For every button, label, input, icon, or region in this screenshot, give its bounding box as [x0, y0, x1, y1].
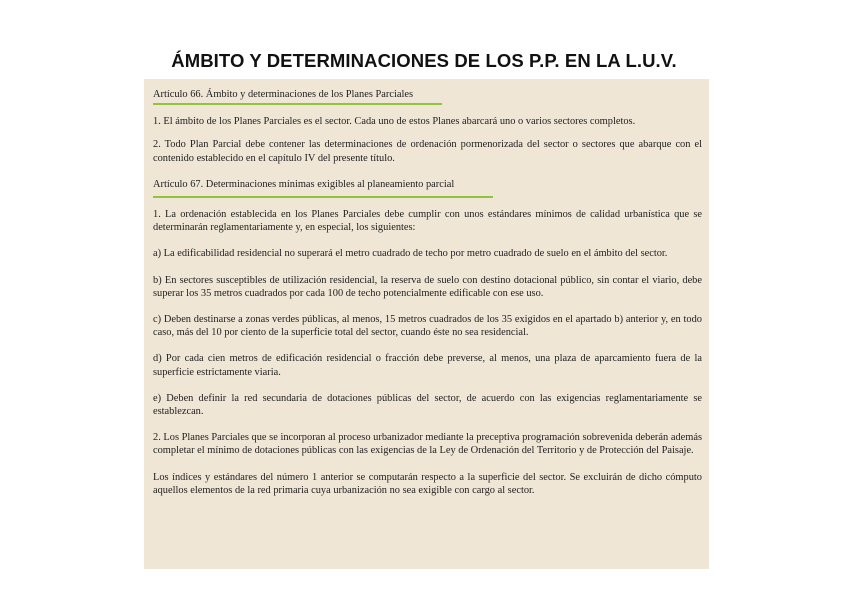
heading-underline	[153, 196, 493, 198]
document-panel	[144, 79, 709, 569]
article-66	[153, 88, 702, 165]
paragraph: 1. El ámbito de los Planes Parciales es el sector. Cada uno de estos Planes abarcará uno o varios sectores completos.	[153, 116, 636, 128]
paragraph: 1. La ordenación establecida en los Planes Parciales debe cumplir con unos estándares mínimos de calidad urbanística que se determinarán reglamentariamente y, en especial, los siguientes:	[153, 209, 702, 234]
paragraph: 2. Los Planes Parciales que se incorporan al proceso urbanizador mediante la preceptiva programación sobrevenida deberán además completar el mínimo de dotaciones públicas con las exigencias de la Ley de Ordenación del Territorio y de Protección del Paisaje.	[153, 432, 702, 457]
heading-underline	[153, 103, 442, 105]
article-heading: Artículo 67. Determinaciones mínimas exigibles al planeamiento parcial	[153, 178, 455, 190]
paragraph: d) Por cada cien metros de edificación residencial o fracción debe preverse, al menos, una plaza de aparcamiento fuera de la superficie estrictamente viaria.	[153, 353, 702, 378]
article-heading: Artículo 66. Ámbito y determinaciones de los Planes Parciales	[153, 89, 413, 100]
slide-title: ÁMBITO Y DETERMINACIONES DE LOS P.P. EN LA L.U.V.	[171, 50, 677, 71]
paragraph: e) Deben definir la red secundaria de dotaciones públicas del sector, de acuerdo con las exigencias reglamentariamente se establezcan.	[153, 392, 702, 418]
paragraph: c) Deben destinarse a zonas verdes públicas, al menos, 15 metros cuadrados de los 35 exigidos en el apartado b) anterior y, en todo caso, más del 10 por ciento de la superficie total del sector, cuando éste no sea residencial.	[153, 314, 702, 339]
paragraph: a) La edificabilidad residencial no superará el metro cuadrado de techo por metro cuadrado de suelo en el ámbito del sector.	[153, 248, 668, 260]
paragraph: Los índices y estándares del número 1 anterior se computarán respecto a la superficie del sector. Se excluirán de dicho cómputo aquellos elementos de la red primaria cuya urbanización no sea exigible con cargo al sector.	[153, 471, 702, 496]
article-67	[153, 178, 702, 497]
paragraph: b) En sectores susceptibles de utilización residencial, la reserva de suelo con destino dotacional público, sin contar el viario, debe superar los 35 metros cuadrados por cada 100 de techo potencialmente edificable con ese uso.	[153, 274, 702, 299]
paragraph: 2. Todo Plan Parcial debe contener las determinaciones de ordenación pormenorizada del sector o sectores que abarque con el contenido establecido en el capítulo IV del presente título.	[153, 139, 702, 164]
